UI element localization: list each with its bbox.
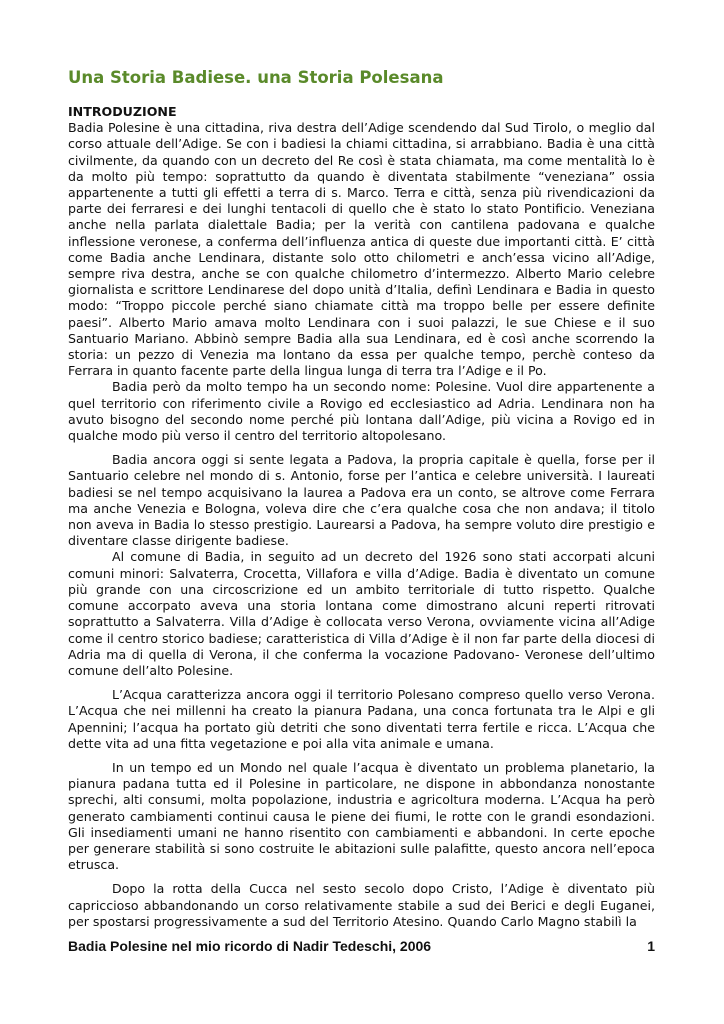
section-heading: INTRODUZIONE	[68, 104, 177, 119]
paragraph-7: Dopo la rotta della Cucca nel sesto secolo dopo Cristo, l’Adige è diventato più capriccioso abbandonando un corso relativamente stabile a sud dei Berici e degli Euganei, per spostarsi progressivamente a sud del Territorio Atesino. Quando Carlo Magno stabilì la	[68, 881, 655, 929]
footer-text: Badia Polesine nel mio ricordo di Nadir Tedeschi, 2006	[68, 938, 432, 954]
paragraph-6: In un tempo ed un Mondo nel quale l’acqua è diventato un problema planetario, la pianura padana tutta ed il Polesine in particolare, ne dispone in abbondanza nonostante sprechi, alti consumi, molta popolazione, industria e agricoltura moderna. L’Acqua ha però generato cambiamenti continui causa le piene dei fiumi, le rotte con le grandi esondazioni. Gli insediamenti umani ne hanno risentito con cambiamenti e abbandoni. In certe epoche per generare stabilità si sono costruite le abitazioni sulle palafitte, questo ancora nell’epoca etrusca.	[68, 759, 655, 873]
document-body	[68, 104, 655, 930]
page-footer	[68, 935, 655, 957]
paragraph-4: Al comune di Badia, in seguito ad un decreto del 1926 sono stati accorpati alcuni comuni minori: Salvaterra, Crocetta, Villafora e villa d’Adige. Badia è diventato un comune più grande con una circoscrizione ed un ambito territoriale di tutto rispetto. Qualche comune accorpato aveva una storia lontana come dimostrano alcuni reperti ritrovati soprattutto a Salvaterra. Villa d’Adige è collocata verso Verona, ovviamente vicina all’Adige come il centro storico badiese; caratteristica di Villa d’Adige è il non far parte della diocesi di Adria ma di quella di Verona, il che conferma la vocazione Padovano- Veronese dell’ultimo comune dell’alto Polesine.	[68, 549, 655, 678]
paragraph-3: Badia ancora oggi si sente legata a Padova, la propria capitale è quella, forse per il Santuario celebre nel mondo di s. Antonio, forse per l’antica e celebre università. I laureati badiesi se nel tempo acquisivano la laurea a Padova era un conto, se altrove come Ferrara ma anche Venezia e Bologna, voleva dire che c’era qualche cosa che non andava; il titolo non aveva in Badia lo stesso prestigio. Laurearsi a Padova, ha sempre voluto dire prestigio e diventare classe dirigente badiese.	[68, 452, 655, 549]
page-number: 1	[647, 938, 655, 954]
document-title: Una Storia Badiese. una Storia Polesana	[68, 68, 444, 87]
paragraph-2: Badia però da molto tempo ha un secondo nome: Polesine. Vuol dire appartenente a quel territorio con riferimento civile a Rovigo ed ecclesiastico ad Adria. Lendinara non ha avuto bisogno del secondo nome perché più lontana dall’Adige, più vicina a Rovigo ed in qualche modo più verso il centro del territorio altopolesano.	[68, 379, 655, 444]
paragraph-5: L’Acqua caratterizza ancora oggi il territorio Polesano compreso quello verso Verona. L’Acqua che nei millenni ha creato la pianura Padana, una conca fortunata tra le Alpi e gli Apennini; l’acqua ha portato giù detriti che sono diventati terra fertile e ricca. L’Acqua che dette vita ad una fitta vegetazione e poi alla vita animale e umana.	[68, 687, 655, 751]
paragraph-1: Badia Polesine è una cittadina, riva destra dell’Adige scendendo dal Sud Tirolo, o meglio dal corso attuale dell’Adige. Se con i badiesi la chiami cittadina, si arrabbiano. Badia è una città civilmente, da quando con un decreto del Re così è stata chiamata, ma come mentalità lo è da molto più tempo: soprattutto da quando è diventata stabilmente “veneziana” ossia appartenente a tutti gli effetti a terra di s. Marco. Terra e città, senza più rivendicazioni da parte dei ferraresi e dei lunghi tentacoli di quello che è stato lo stato Pontificio. Veneziana anche nella parlata dialettale Badia; per la verità con cantilena padovana e qualche inflessione veronese, a conferma dell’influenza antica di queste due importanti città. E’ città come Badia anche Lendinara, distante solo otto chilometri e anch’essa vicino all’Adige, sempre riva destra, anche se con qualche chilometro d’intermezzo. Alberto Mario celebre giornalista e scrittore Lendinarese del dopo unità d’Italia, definì Lendinara e Badia in questo modo: “Troppo piccole perché siano chiamate città ma troppo belle per essere definite paesi”. Alberto Mario amava molto Lendinara con i suoi palazzi, le sue Chiese e il suo Santuario Mariano. Abbinò sempre Badia alla sua Lendinara, ed è così anche scorrendo la storia: un pezzo di Venezia ma lontano da essa per qualche tempo, perchè conteso da Ferrara in quanto facente parte della lingua lunga di terra tra l’Adige e il Po.	[68, 120, 655, 379]
